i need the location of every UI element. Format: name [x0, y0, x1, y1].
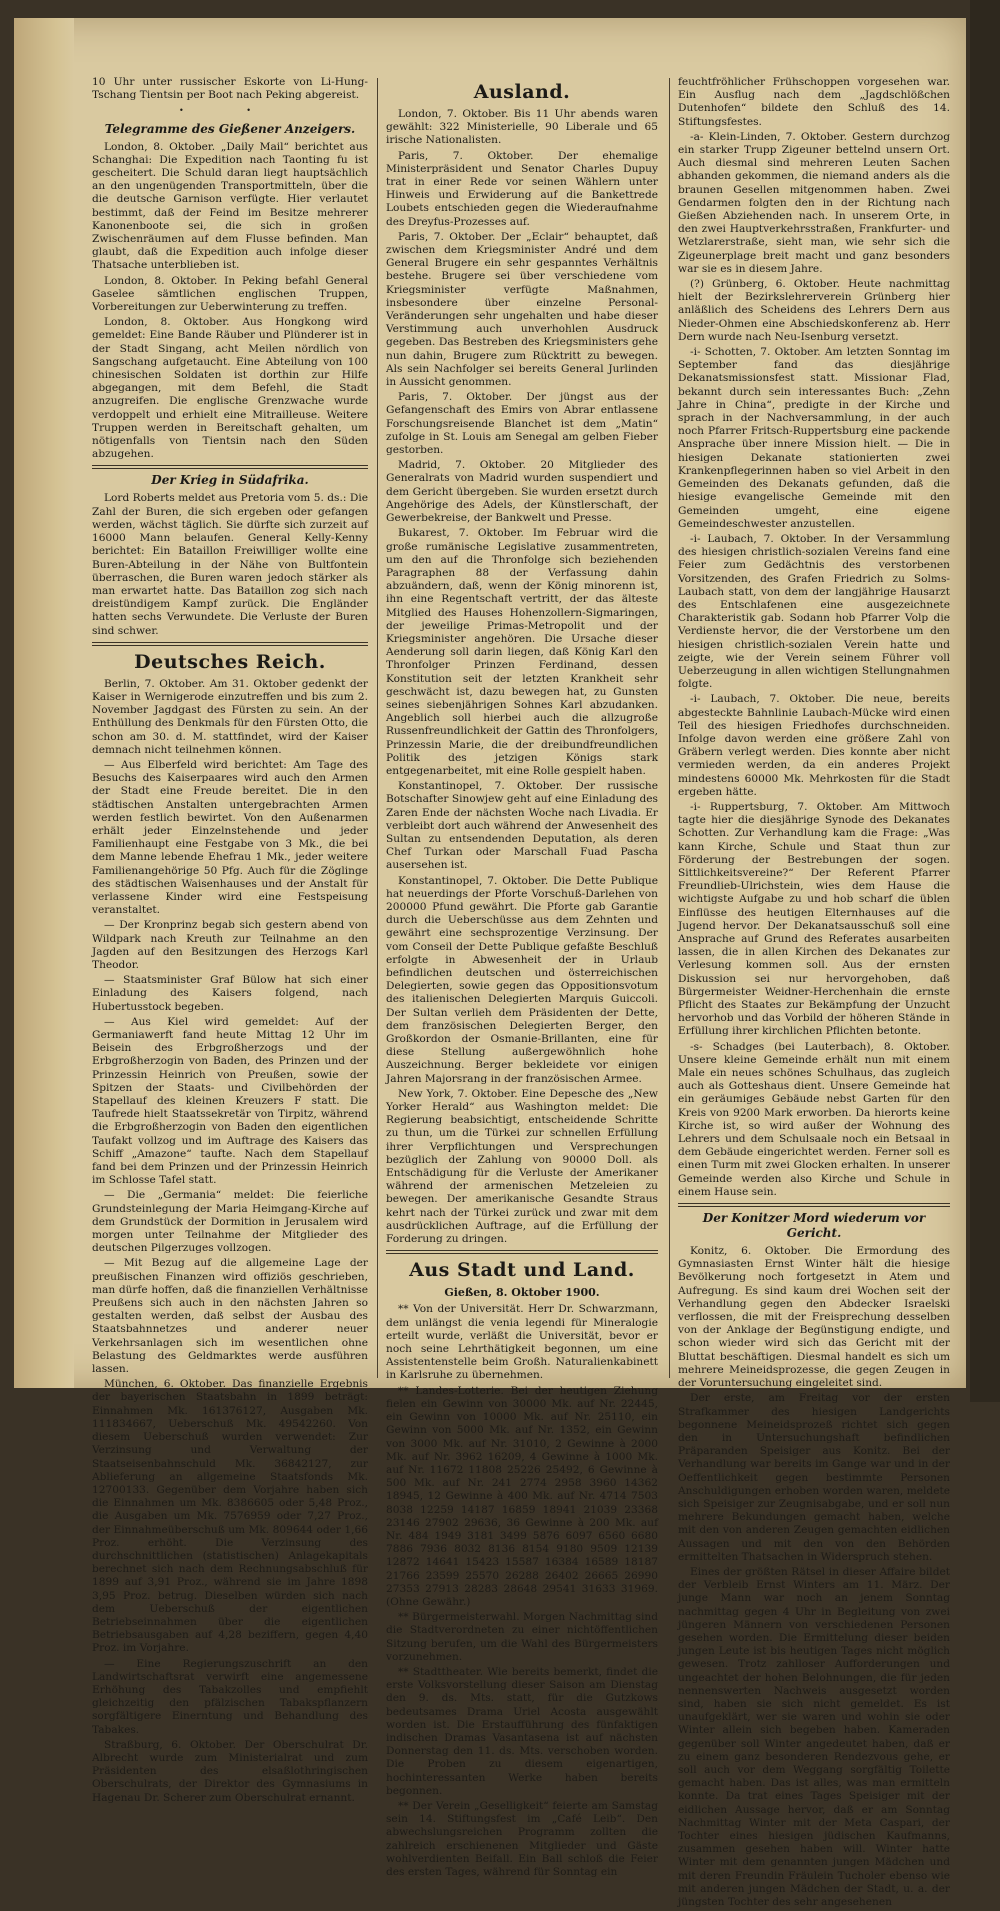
- article-london: London, 7. Oktober. Bis 11 Uhr abends waren gewählt: 322 Ministerielle, 90 Liberale und 65 irische Nationalisten.: [386, 108, 658, 147]
- article-bukarest: Bukarest, 7. Oktober. Im Februar wird die große rumänische Legislative zusammentreten, um den auf die Thronfolge sich beziehenden Paragraphen 88 der Verfassung dahin abzuändern, daß, wenn der König minorenn ist, ihn eine Regentschaft vertritt, der das älteste Mitglied des Hauses Hohenzollern-Sigmaringen, der jeweilige Primas-Metropolit und der Kriegsminister angehören. Die Ursache dieser Aenderung soll darin liegen, daß König Karl den Thronfolger Prinzen Ferdinand, dessen Konstitution seit der letzten Krankheit sehr geschwächt ist, dazu bewegen hat, zu Gunsten seines siebenjährigen Sohnes Karl abzudanken. Angeblich soll hierbei auch die allzugroße Russenfreundlichkeit der Gattin des Thronfolgers, Prinzessin Marie, die der dreibundfreundlichen Politik des jetzigen Königs stark entgegenarbeitet, mit eine Rolle gespielt haben.: [386, 527, 658, 777]
- column-rule-1: [377, 78, 378, 1378]
- article-ruppertsburg: -i- Ruppertsburg, 7. Oktober. Am Mittwoch tagte hier die diesjährige Synode des Dekanates Schotten. Zur Verhandlung kam die Frage: „Was kann Kirche, Schule und Staat thun zur Förderung der Bestrebungen der sogen. Sittlichkeitsvereine?“ Der Referent Pfarrer Freundlieb-Ulrichstein, wies dem Hause die wichtigste Aufgabe zu und hob scharf die üblen Einflüsse des heutigen Elternhauses auf die Jugend hervor. Der Dekanatsausschuß soll eine Ansprache auf Grund des Referates ausarbeiten lassen, die in allen Kirchen des Dekanates zur Verlesung kommen soll. Aus der ernsten Diskussion sei nur hervorgehoben, daß Bürgermeister Weidner-Herchenhain die ernste Pflicht des Staates zur Bekämpfung der Unzucht hervorhob und das Vorbild der höheren Stände in Erfüllung ihrer kirchlichen Pflichten betonte.: [678, 800, 950, 1038]
- article-konstantinopel-1: Konstantinopel, 7. Oktober. Der russische Botschafter Sinowjew geht auf eine Einladung des Zaren Ende der nächsten Woche nach Livadia. Er verbleibt dort auch während der Anwesenheit des Sultan zu entsendenden Deputation, als deren Chef Turkan oder Marschall Fuad Pascha ausersehen ist.: [386, 780, 658, 872]
- telegrams-heading: Telegramme des Gießener Anzeigers.: [104, 121, 356, 136]
- konitz-heading: Der Konitzer Mord wiederum vor Gericht.: [702, 1211, 926, 1241]
- article-paris-1: Paris, 7. Oktober. Der ehemalige Ministerpräsident und Senator Charles Dupuy trat in einer Rede vor seinen Wählern unter Hinweis und Erwiderung auf die Bankettrede Loubets entschieden gegen die Wiederaufnahme des Dreyfus-Prozesses auf.: [386, 149, 658, 228]
- war-text: Lord Roberts meldet aus Pretoria vom 5. ds.: Die Zahl der Buren, die sich ergeben oder gefangen werden, wächst täglich. Sie dürfte sich zurzeit auf 16000 Mann belaufen. General Kelly-Kenny berichtet: Ein Bataillon Freiwilliger wollte eine Buren-Abteilung in der Nähe von Bultfontein überraschen, die Buren waren jedoch stärker als man erwartet hatte. Das Bataillon zog sich nach dreistündigem Kampf zurück. Die Engländer hatten sechs Verwundete. Die Verluste der Buren sind schwer.: [92, 492, 368, 637]
- column-2: [386, 76, 658, 1881]
- column-3: [678, 76, 950, 1911]
- stadt-heading: Aus Stadt und Land.: [409, 1259, 635, 1282]
- article-madrid: Madrid, 7. Oktober. 20 Mitglieder des Generalrats von Madrid wurden suspendiert und dem Gericht übergeben. Sie wurden ersetzt durch Angehörige des Adels, der Künstlerschaft, der Gewerbekreise, der Bankwelt und Presse.: [386, 459, 658, 525]
- section-separator: [92, 642, 368, 646]
- section-separator: [678, 1203, 950, 1207]
- war-heading: Der Krieg in Südafrika.: [151, 473, 309, 488]
- article-laubach-1: -i- Laubach, 7. Oktober. In der Versammlung des hiesigen christlich-sozialen Vereins fand eine Feier zum Gedächtnis des verstorbenen Vorsitzenden, des Grafen Friedrich zu Solms-Laubach statt, von dem der langjährige Hausarzt des Entschlafenen eine ausgezeichnete Charakteristik gab. Sodann hob Pfarrer Volp die Verdienste hervor, die der Verstorbene um den hiesigen christlich-sozialen Verein hatte und zeigte, wie der Verein seinem Führer voll Ueberzeugung in allen wichtigen Stellungnahmen folgte.: [678, 532, 950, 691]
- reich-heading: Deutsches Reich.: [134, 650, 326, 673]
- article-geselligkeit: ** Der Verein „Geselligkeit“ feierte am Samstag sein 14. Stiftungsfest im „Café Leib“. Den abwechslungsreichen Programm zollten die zahlreich erschienenen Mitglieder und Gäste wohlverdienten Beifall. Ein Ball schloß die Feier des ersten Tages, während für Sonntag ein: [386, 1799, 658, 1878]
- article-laubach-2: -i- Laubach, 7. Oktober. Die neue, bereits abgesteckte Bahnlinie Laubach-Mücke wird einen Teil des hiesigen Friedhofes durchschneiden. Infolge davon werden eine größere Zahl von Gräbern verlegt werden. Dies konnte aber nicht vermieden werden, da ein anderes Projekt mindestens 60000 Mk. Mehrkosten für die Stadt ergeben hätte.: [678, 693, 950, 798]
- page-fold-shadow: [14, 18, 74, 1388]
- article-paris-2: Paris, 7. Oktober. Der „Eclair“ behauptet, daß zwischen dem Kriegsminister André und dem General Brugere ein sehr gespanntes Verhältnis bestehe. Brugere sei über verschiedene vom Kriegsminister verfügte Maßnahmen, insbesondere über einzelne Personal-Veränderungen sehr ungehalten und habe dieser Verstimmung auch unverhohlen Ausdruck gegeben. Das Bestreben des Kriegsministers gehe nun dahin, Brugere zum Rücktritt zu bewegen. Als sein Nachfolger sei bereits General Jurlinden in Aussicht genommen.: [386, 230, 658, 389]
- article-newyork: New York, 7. Oktober. Eine Depesche des „New Yorker Herald“ aus Washington meldet: Die Regierung beabsichtigt, entscheidende Schritte zu thun, um die Türkei zur schnellen Erfüllung ihrer Verpflichtungen und Versprechungen bezüglich der Zahlung von 90000 Doll. als Entschädigung für die Verluste der Amerikaner während der armenischen Metzeleien zu bewegen. Der amerikanische Gesandte Straus kehrt nach der Türkei zurück und zwar mit dem ausdrücklichen Auftrage, auf die Erfüllung der Forderung zu dringen.: [386, 1087, 658, 1246]
- article-berlin: Berlin, 7. Oktober. Am 31. Oktober gedenkt der Kaiser in Wernigerode einzutreffen und bis zum 2. November Jagdgast des Fürsten zu sein. An der Enthüllung des Denkmals für den Fürsten Otto, die schon am 30. d. M. stattfindet, wird der Kaiser demnach nicht teilnehmen können.: [92, 677, 369, 756]
- article-schadges: -s- Schadges (bei Lauterbach), 8. Oktober. Unsere kleine Gemeinde erhält nun mit einem Male ein neues schönes Schulhaus, das zugleich auch als Gotteshaus dient. Unsere Gemeinde hat ein geräumiges Gebäude nebst Garten für den Kreis von 9200 Mark erworben. Da hierorts keine Kirche ist, so wird außer der Wohnung des Lehrers und dem Schulsaale noch ein Betsaal in dem Gebäude eingerichtet werden. Ferner soll es einen Turm mit zwei Glocken erhalten. In unserer Gemeinde werden also Kirche und Schule in einem Hause sein.: [678, 1040, 950, 1198]
- article-universitaet: ** Von der Universität. Herr Dr. Schwarzmann, dem unlängst die venia legendi für Mineralogie erteilt wurde, verläßt die Universität, bevor er noch seine Lehrthätigkeit begonnen, um eine Assistentenstelle beim Großh. Naturalienkabinett in Karlsruhe zu übernehmen.: [386, 1303, 658, 1382]
- article-kronprinz: — Der Kronprinz begab sich gestern abend von Wildpark nach Kreuth zur Teilnahme an den Jagden auf den Besitzungen des Herzogs Karl Theodor.: [92, 919, 368, 971]
- telegram-london-2: London, 8. Oktober. In Peking befahl General Gaselee sämtlichen englischen Truppen, Vorbereitungen zur Ueberwinterung zu treffen.: [92, 274, 368, 314]
- adjacent-page-edge: [970, 0, 1000, 1402]
- article-elberfeld: — Aus Elberfeld wird berichtet: Am Tage des Besuchs des Kaiserpaares wird auch den Armen der Stadt eine Freude bereitet. Die in den städtischen Anstalten untergebrachten Armen werden festlich bewirtet. Von den Außenarmen erhält jeder Einzelnstehende und jeder Familienhaupt eine Festgabe von 3 Mk., die bei dem Manne lebende Ehefrau 1 Mk., jeder weitere Familienangehörige 50 Pfg. Auch für die Zöglinge des städtischen Waisenhauses und der Anstalt für verlassene Kinder wird eine Festspeisung veranstaltet.: [92, 758, 368, 917]
- column-1: [92, 76, 368, 1807]
- article-konitz-3: Eines der größten Rätsel in dieser Affaire bildet der Verbleib Ernst Winters am 11. März. Der junge Mann war noch an jenem Sonntag nachmittag gegen 4 Uhr in Begleitung von zwei jüngeren Männern von verschiedenen Personen gesehen worden. Die Ermittelung dieser beiden jungen Leute ist bis heutigen Tages nicht möglich gewesen. Trotz zahlloser Aufforderungen und ungeachtet der hohen Belohnungen, die für jeden nennenswerten Nachweis ausgesetzt worden sind, haben sie sich nicht gemeldet. Es ist unaufgeklärt, wer sie waren und wohin sie oder Winter allein sich begeben haben. Kameraden gegenüber soll Winter angedeutet haben, daß er zu einem ganz besonderen Rendezvous gehe, er soll auch vor dem Weggang sorgfältig Toilette gemacht haben. Das ist alles, was man ermitteln konnte. Da trat eines Tages Speisiger mit der eidlichen Aussage hervor, daß er am Sonntag Nachmittag Winter mit der Meta Caspari, der Tochter eines hiesigen jüdischen Kaufmanns, zusammen gesehen haben will. Winter hatte Winter mit dem genannten jungen Mädchen und mit deren Freundin Fräulein Tucholer ebenso wie mit anderen jungen Mädchen der Stadt, u. a. der jüngsten Tochter des sehr angesehenen: [678, 1565, 950, 1909]
- article-muenchen: München, 6. Oktober. Das finanzielle Ergebnis der bayerischen Staatsbahn in 1899 beträgt: Einnahmen Mk. 161376127, Ausgaben Mk. 111834667, Ueberschuß Mk. 49542260. Von diesem Ueberschuß wurden verwendet: Zur Verzinsung und Verwaltung der Staatseisenbahnschuld Mk. 36842127, zur Ablieferung an allgemeine Staatsfonds Mk. 12700133. Gegenüber dem Vorjahre haben sich die Einnahmen um Mk. 8386605 oder 5,48 Proz., die Ausgaben um Mk. 7576959 oder 7,27 Proz., der Einnahmeüberschuß um Mk. 809644 oder 1,66 Proz. erhöht. Die Verzinsung des durchschnittlichen (statistischen) Anlagekapitals berechnet sich nach dem Rechnungsabschluß für 1899 auf 3,91 Proz., während sie im Jahre 1898 3,95 Proz. betrug. Dieselben würden sich nach dem Ueberschuß der eigentlichen Betriebseinnahmen über die eigentlichen Betriebsausgaben auf 4,28 beziffern, gegen 4,40 Proz. im Vorjahre.: [92, 1378, 368, 1655]
- telegram-london-1: London, 8. Oktober. „Daily Mail“ berichtet aus Schanghai: Die Expedition nach Taonting fu ist gescheitert. Die Schuld daran liegt hauptsächlich an den ungenügenden Transportmitteln, über die die deutsche Garnison verfügte. Hier verlautet bestimmt, daß der Feind im Besitze mehrerer Kanonenboote sei, die sich in großen Zwischenräumen auf dem Flusse befinden. Man glaubt, daß die Expedition auch infolge dieser Thatsache unterblieben ist.: [92, 140, 368, 272]
- article-schotten: -i- Schotten, 7. Oktober. Am letzten Sonntag im September fand das diesjährige Dekanatsmissionsfest statt. Missionar Flad, bekannt durch sein interessantes Buch: „Zehn Jahre in China“, predigte in der Kirche und sprach in der Nachversammlung, in der auch noch Pfarrer Fritsch-Ruppertsburg eine packende Ansprache über innere Mission hielt. — Die in hiesigen Dekanate stationierten zwei Krankenpflegerinnen haben so viel Arbeit in den Gemeinden des Dekanats gefunden, daß die hiesige evangelische Gemeinde mit den Gemeinden umgeht, eine eigene Gemeindeschwester anzustellen.: [678, 346, 950, 530]
- separator-dots: • •: [179, 106, 281, 116]
- article-strassburg: Straßburg, 6. Oktober. Der Oberschulrat Dr. Albrecht wurde zum Ministerialrat und zum Präsidenten des elsaßlothringischen Oberschulrats, der Direktor des Gymnasiums in Hagenau Dr. Scherer zum Oberschulrat ernannt.: [92, 1738, 368, 1804]
- article-konitz-1: Konitz, 6. Oktober. Die Ermordung des Gymnasiasten Ernst Winter hält die hiesige Bevölkerung noch fortgesetzt in Atem und Aufregung. Es sind kaum drei Wochen seit der Verhandlung gegen den Abdecker Israelski verflossen, die mit der Freisprechung desselben von der Anklage der Begünstigung endigte, und schon wieder wird sich das Gericht mit der Bluttat beschäftigen. Diesmal handelt es sich um mehrere Meineidsprozesse, die gegen Zeugen in der Voruntersuchung eingeleitet sind.: [678, 1245, 950, 1390]
- article-lotterie: ** Landes-Lotterie. Bei der heutigen Ziehung fielen ein Gewinn von 30000 Mk. auf Nr. 22445, ein Gewinn von 10000 Mk. auf Nr. 25110, ein Gewinn von 5000 Mk. auf Nr. 1352, ein Gewinn von 3000 Mk. auf Nr. 31010, 2 Gewinne à 2000 Mk. auf Nr. 3962 16209, 4 Gewinne à 1000 Mk. auf Nr. 11672 11808 25226 25492, 6 Gewinne à 500 Mk. auf Nr. 241 2774 2958 3960 14362 18945, 12 Gewinne à 400 Mk. auf Nr. 4714 7503 8038 12259 14187 16859 18941 21039 23368 23146 27902 29636, 36 Gewinne à 200 Mk. auf Nr. 484 1949 3181 3499 5876 6097 6560 6680 7886 7936 8032 8136 8154 9180 9509 12139 12872 14641 15423 15587 16384 16589 18187 21766 23599 25570 26288 26402 26665 26990 27353 27913 28283 28648 29541 31633 31969. (Ohne Gewähr.): [386, 1384, 658, 1608]
- article-stadttheater: ** Stadttheater. Wie bereits bemerkt, findet die erste Volksvorstellung dieser Saison am Dienstag den 9. ds. Mts. statt, für die Gutzkows bedeutsames Drama Uriel Acosta ausgewählt worden ist. Die Erstaufführung des fünfaktigen indischen Dramas Vasantasena ist auf nächsten Donnerstag den 11. ds. Mts. verschoben worden. Die Proben zu diesem eigenartigen, hochinteressanten Werke haben bereits begonnen.: [386, 1665, 658, 1797]
- article-continued: feuchtfröhlicher Frühschoppen vorgesehen war. Ein Ausflug nach dem „Jagdschlößchen Dutenhofen“ bildete den Schluß des 14. Stiftungsfestes.: [678, 76, 950, 128]
- article-paris-3: Paris, 7. Oktober. Der jüngst aus der Gefangenschaft des Emirs von Abrar entlassene Forschungsreisende Blanchet ist dem „Matin“ zufolge in St. Louis am Senegal am gelben Fieber gestorben.: [386, 391, 658, 457]
- article-finanzen: — Mit Bezug auf die allgemeine Lage der preußischen Finanzen wird offiziös geschrieben, man dürfe hoffen, daß die finanziellen Verhältnisse Preußens sich auch in den nächsten Jahren so gestalten werden, daß selbst der Ausbau des Staatsbahnnetzes und anderer neuer Verkehrsanlagen sich im wesentlichen ohne Belastung des Geldmarktes werde ausführen lassen.: [92, 1257, 368, 1376]
- ausland-heading: Ausland.: [473, 81, 571, 103]
- newspaper-page: [14, 18, 966, 1909]
- article-intro: 10 Uhr unter russischer Eskorte von Li-Hung-Tschang Tientsin per Boot nach Peking abgereist.: [92, 76, 368, 102]
- article-konstantinopel-2: Konstantinopel, 7. Oktober. Die Dette Publique hat neuerdings der Pforte Vorschuß-Darlehen von 200000 Pfund gewährt. Die Pforte gab Garantie durch die Ueberschüsse aus dem Zehnten und gewährt eine sechsprozentige Verzinsung. Der vom Conseil der Dette Publique gefaßte Beschluß erfolgte in Abwesenheit der in Urlaub befindlichen deutschen und österreichischen Delegierten, sowie gegen das Oppositionsvotum des italienischen Delegierten Marquis Guiccoli. Der Sultan verlieh dem Präsidenten der Dette, dem französischen Delegierten Berger, den Großkordon der Osmanie-Brillanten, eine für diese Stellung außergewöhnlich hohe Auszeichnung. Berger bekleidete vor einigen Jahren Majorsrang in der französischen Armee.: [386, 874, 658, 1085]
- dateline: Gießen, 8. Oktober 1900.: [444, 1286, 600, 1300]
- article-gruenberg: (?) Grünberg, 6. Oktober. Heute nachmittag hielt der Bezirkslehrerverein Grünberg hier anläßlich des Scheidens des Lehrers Dern aus Nieder-Ohmen eine Abschiedskonferenz ab. Herr Dern wurde nach Neu-Isenburg versetzt.: [678, 278, 950, 343]
- article-konitz-2: Der erste, am Freitag vor der ersten Strafkammer des hiesigen Landgerichts begonnene Meineidsprozeß richtet sich gegen den in Untersuchungshaft befindlichen Präparanden Speisiger aus Konitz. Bei der Verhandlung war bereits im Gange war und in der Oeffentlichkeit gegen bestimmte Personen Anschuldigungen erhoben worden waren, meldete sich Speisiger zur Zeugnisabgabe, und er soll nun mehrere Bekundungen gemacht haben, welche mit den von anderen Zeugen gemachten eidlichen Aussagen und mit den von den Behörden ermittelten Thatsachen in Widerspruch stehen.: [678, 1392, 950, 1563]
- article-germania: — Die „Germania“ meldet: Die feierliche Grundsteinlegung der Maria Heimgang-Kirche auf dem Grundstück der Dormition in Jerusalem wird morgen unter Teilnahme der Mitglieder des deutschen Pilgerzuges vollzogen.: [92, 1189, 368, 1255]
- article-buergermeister: ** Bürgermeisterwahl. Morgen Nachmittag sind die Stadtverordneten zu einer nichtöffentlichen Sitzung berufen, um die Wahl des Bürgermeisters vorzunehmen.: [386, 1611, 658, 1663]
- section-separator: [386, 1250, 658, 1254]
- article-kiel: — Aus Kiel wird gemeldet: Auf der Germaniawerft fand heute Mittag 12 Uhr im Beisein des Erbgroßherzogs und der Erbgroßherzogin von Baden, des Prinzen und der Prinzessin Heinrich von Preußen, sowie der Spitzen der Staats- und Civilbehörden der Stapellauf des kleinen Kreuzers F statt. Die Taufrede hielt Staatssekretär von Tirpitz, während die Erbgroßherzogin von Baden den eigentlichen Taufakt vollzog und im Auftrage des Kaisers das Schiff „Amazone“ taufte. Nach dem Stapellauf fand bei dem Prinzen und der Prinzessin Heinrich im Schlosse Tafel statt.: [92, 1015, 368, 1187]
- article-kleinlinden: -a- Klein-Linden, 7. Oktober. Gestern durchzog ein starker Trupp Zigeuner bettelnd unsern Ort. Auch diesmal sind mehreren Leuten Sachen abhanden gekommen, die niemand anders als die braunen Gesellen mitgenommen haben. Zwei Gendarmen folgten den in der Richtung nach Gießen Abziehenden nach. In unserem Orte, in den zwei Hauptverkehrsstraßen, Frankfurter- und Wetzlarerstraße, sieht man, wie sehr sich die Zigeunerplage breit macht und ganz besonders war sie es in diesem Jahre.: [678, 130, 950, 275]
- column-rule-2: [669, 78, 670, 1378]
- article-buelow: — Staatsminister Graf Bülow hat sich einer Einladung des Kaisers folgend, nach Hubertusstock begeben.: [92, 974, 368, 1013]
- telegram-london-3: London, 8. Oktober. Aus Hongkong wird gemeldet: Eine Bande Räuber und Plünderer ist in der Stadt Singang, acht Meilen nördlich von Sangschang aufgetaucht. Eine Abteilung von 100 chinesischen Soldaten ist dorthin zur Hilfe abgegangen, mit dem Befehl, die Stadt anzugreifen. Die englische Grenzwache wurde verdoppelt und erhielt eine Mitrailleuse. Weitere Truppen werden in Bereitschaft gehalten, um nötigenfalls von Tientsin nach den Süden abzugehen.: [92, 316, 368, 461]
- section-separator: [92, 465, 368, 469]
- article-regierung: — Eine Regierungszuschrift an den Landwirtschaftsrat verwirft eine angemessene Erhöhung des Tabakzolles und empfiehlt gleichzeitig den pfälzischen Tabakspflanzern sorgfältigere Einerntung und Behandlung des Tabakes.: [92, 1657, 368, 1736]
